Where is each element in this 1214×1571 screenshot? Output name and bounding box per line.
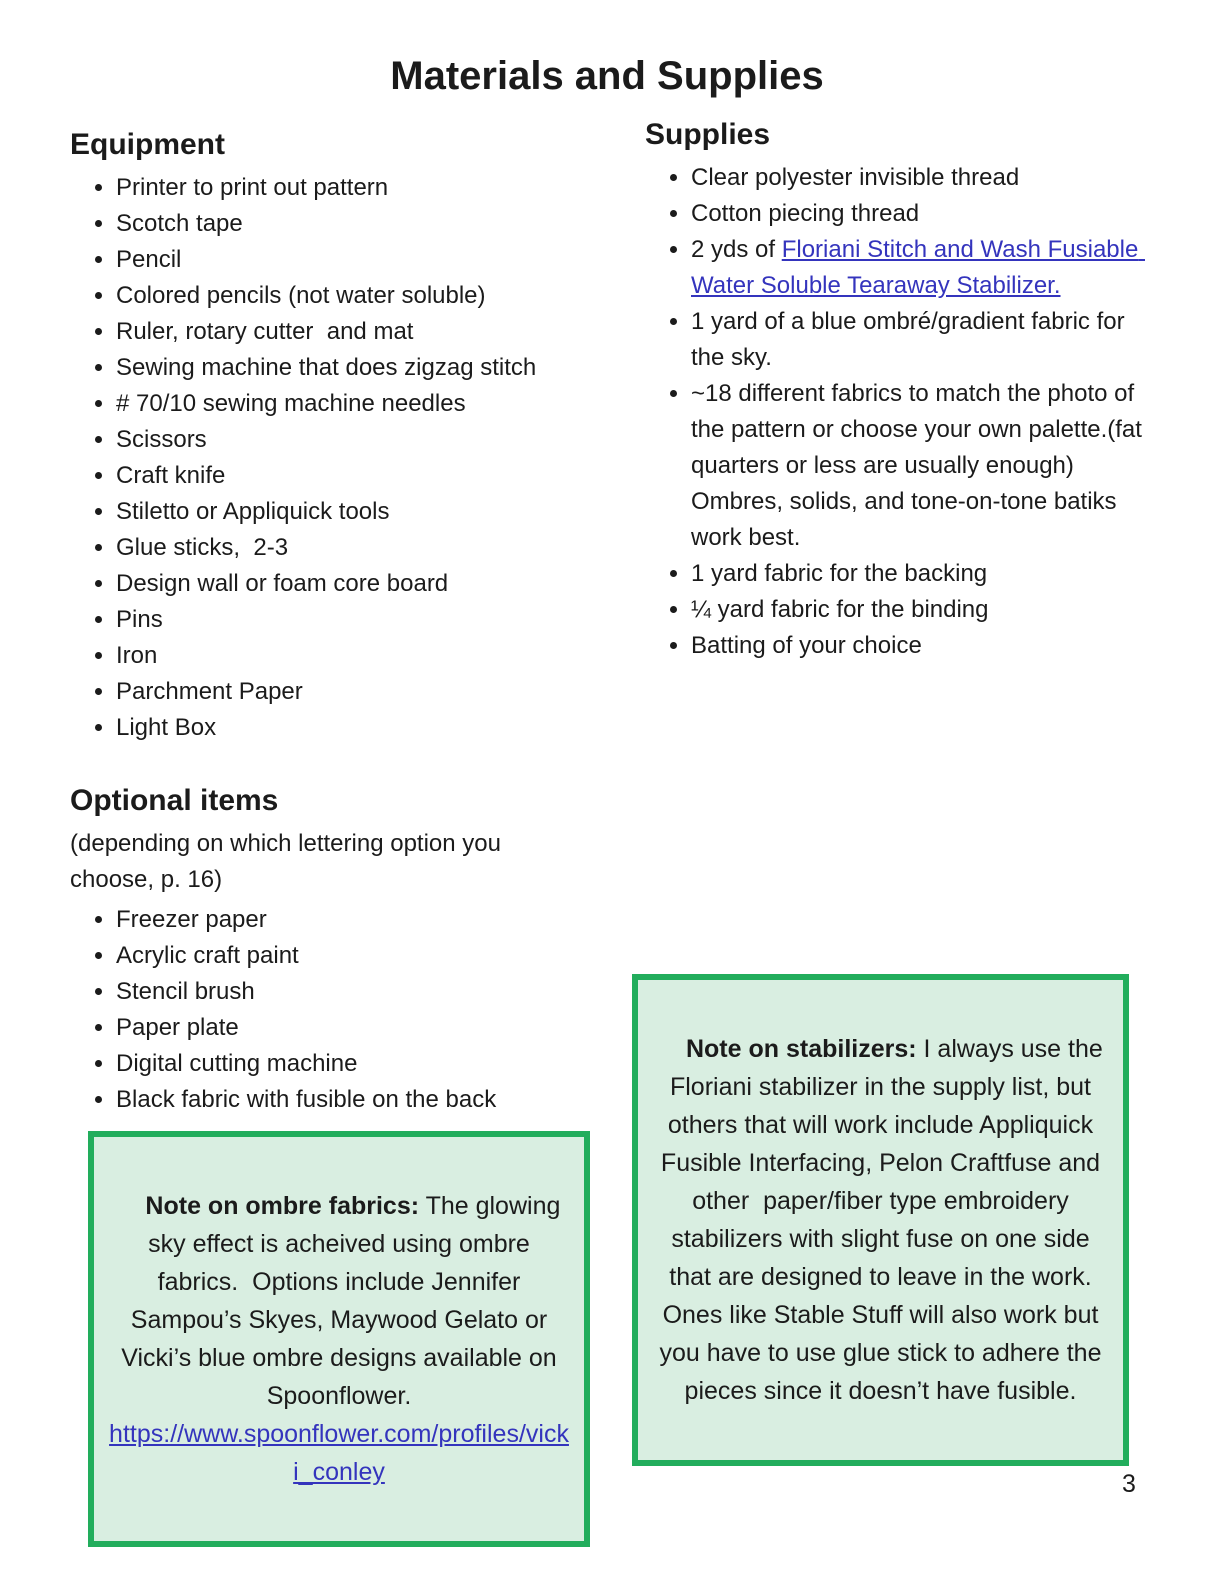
list-item: • ¼ yard fabric for the binding [691,592,1142,628]
right-column [645,118,1149,664]
list-item: • Stencil brush [116,974,626,1010]
optional-items-subtext: (depending on which lettering option you choose, p. 16) [70,830,501,893]
list-item: • Light Box [116,710,626,746]
note-box-stabilizers [632,974,1129,1466]
list-item: • Cotton piecing thread [691,196,1142,232]
list-item: • Black fabric with fusible on the back [116,1082,626,1118]
supplies-list [645,160,1149,664]
list-item: • Digital cutting machine [116,1046,626,1082]
list-item: • Design wall or foam core board [116,566,626,602]
list-item: • Ruler, rotary cutter and mat [116,314,626,350]
list-item: • Acrylic craft paint [116,938,626,974]
note-stabilizers-bold-lead: Note on stabilizers: [685,1035,917,1063]
list-item: • Scissors [116,422,626,458]
stabilizer-item-prefix: 2 yds of [691,236,782,263]
left-column [70,128,626,1118]
page-title: Materials and Supplies [390,54,824,98]
list-item: • Clear polyester invisible thread [691,160,1142,196]
list-item: • Sewing machine that does zigzag stitch [116,350,626,386]
page-number: 3 [1122,1470,1136,1498]
list-item: • Parchment Paper [116,674,626,710]
list-item: • Paper plate [116,1010,626,1046]
list-item: • Pins [116,602,626,638]
spoonflower-profile-link[interactable]: https://www.spoonflower.com/profiles/vicki_conley [109,1420,569,1486]
list-item: • 1 yard of a blue ombré/gradient fabric for the sky. [691,304,1142,376]
floriani-stabilizer-link[interactable]: Floriani Stitch and Wash Fusiable Water Soluble Tearaway Stabilizer. [691,236,1145,299]
note-stabilizers-body: I always use the Floriani stabilizer in the supply list, but others that will work include Appliquick Fusible Interfacing, Pelon Craftfuse and other paper/fiber type embroidery stabilizers with slight fuse on one side that are designed to leave in the work. Ones like Stable Stuff will also work but you have to use glue stick to adhere the pieces since it doesn’t have fusible. [659,1035,1110,1405]
equipment-heading: Equipment [70,128,225,161]
note-ombre-bold-lead: Note on ombre fabrics: [145,1192,420,1220]
optional-items-heading: Optional items [70,784,279,817]
list-item: • Glue sticks, 2-3 [116,530,626,566]
note-box-ombre-fabrics [88,1131,590,1547]
supplies-heading: Supplies [645,118,771,151]
list-item: • Freezer paper [116,902,626,938]
optional-items-list [70,902,626,1118]
list-item: • Batting of your choice [691,628,1142,664]
note-ombre-body: The glowing sky effect is acheived using ombre fabrics. Options include Jennifer Sampou’s Skyes, Maywood Gelato or Vicki’s blue ombre designs available on Spoonflower. [121,1192,568,1410]
equipment-list [70,170,626,746]
list-item: • ~18 different fabrics to match the photo of the pattern or choose your own palette.(fat quarters or less are usually enough) Ombres, solids, and tone-on-tone batiks work best. [691,376,1142,556]
list-item: • Colored pencils (not water soluble) [116,278,626,314]
list-item: • 1 yard fabric for the backing [691,556,1142,592]
list-item: • Iron [116,638,626,674]
list-item: • Scotch tape [116,206,626,242]
list-item: • Stiletto or Appliquick tools [116,494,626,530]
list-item: • # 70/10 sewing machine needles [116,386,626,422]
list-item: • Craft knife [116,458,626,494]
list-item: • Printer to print out pattern [116,170,626,206]
list-item: • Pencil [116,242,626,278]
list-item [691,232,1145,304]
